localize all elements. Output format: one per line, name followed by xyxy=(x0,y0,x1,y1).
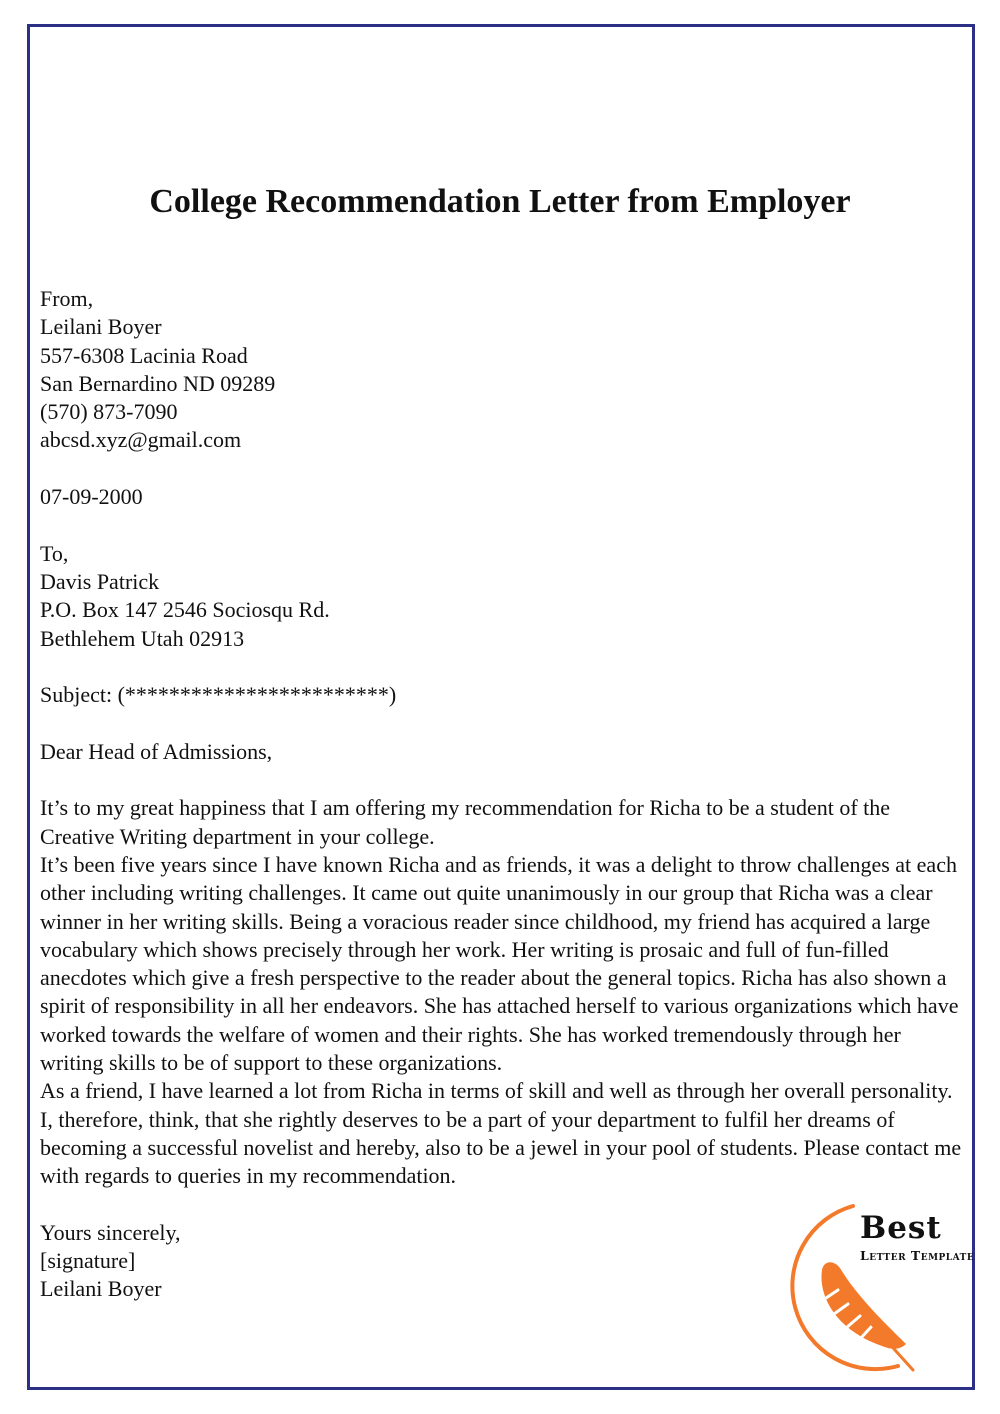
letter-date: 07-09-2000 xyxy=(40,484,143,510)
recipient-address-line2: Bethlehem Utah 02913 xyxy=(40,625,245,651)
body-paragraphs xyxy=(40,794,965,1190)
best-letter-template-logo xyxy=(778,1198,975,1378)
sender-label: From, xyxy=(40,286,94,311)
sender-address-line2: San Bernardino ND 09289 xyxy=(40,370,276,396)
subject-line: Subject: (************************) xyxy=(40,682,397,708)
sender-block xyxy=(40,285,965,455)
logo-word-letter-template: Letter Template xyxy=(860,1248,975,1263)
recipient-address-line1: P.O. Box 147 2546 Sociosqu Rd. xyxy=(40,597,330,623)
recipient-label: To, xyxy=(40,540,69,566)
document-title: College Recommendation Letter from Employer xyxy=(149,183,851,220)
sender-name: Leilani Boyer xyxy=(40,314,162,340)
sender-email: abcsd.xyz@gmail.com xyxy=(40,427,242,453)
recipient-block xyxy=(40,540,965,653)
sender-address-line1: 557-6308 Lacinia Road xyxy=(40,342,248,368)
salutation: Dear Head of Admissions, xyxy=(40,738,273,764)
closing-name: Leilani Boyer xyxy=(40,1276,162,1302)
body-paragraph-3: As a friend, I have learned a lot from Richa in terms of skill and well as through her overall personality. I, therefore, think, that she rightly deserves to be a part of your department to fulfil her dreams of becoming a successful novelist and hereby, also to be a jewel in your pool of students. Please contact me with regards to queries in my recommendation. xyxy=(40,1078,962,1189)
sender-phone: (570) 873-7090 xyxy=(40,399,178,425)
recipient-name: Davis Patrick xyxy=(40,568,160,594)
body-paragraph-2: It’s been five years since I have known Richa and as friends, it was a delight to throw challenges at each other including writing challenges. It came out quite unanimously in our group that Richa was a clear winner in her writing skills. Being a voracious reader since childhood, my friend has acquired a large vocabulary which shows precisely through her work. Her writing is prosaic and full of fun-filled anecdotes which give a fresh perspective to the reader about the general topics. Richa has also shown a spirit of responsibility in all her endeavors. She has attached herself to various organizations which have worked towards the welfare of women and their rights. She has worked tremendously through her writing skills to be of support to these organizations. xyxy=(40,851,959,1076)
body-paragraph-1: It’s to my great happiness that I am offering my recommendation for Richa to be a student of the Creative Writing department in your college. xyxy=(40,795,891,849)
logo-word-best: Best xyxy=(860,1210,942,1246)
letter-body xyxy=(40,285,965,1304)
valediction: Yours sincerely, xyxy=(40,1219,181,1245)
signature-placeholder: [signature] xyxy=(40,1248,136,1274)
